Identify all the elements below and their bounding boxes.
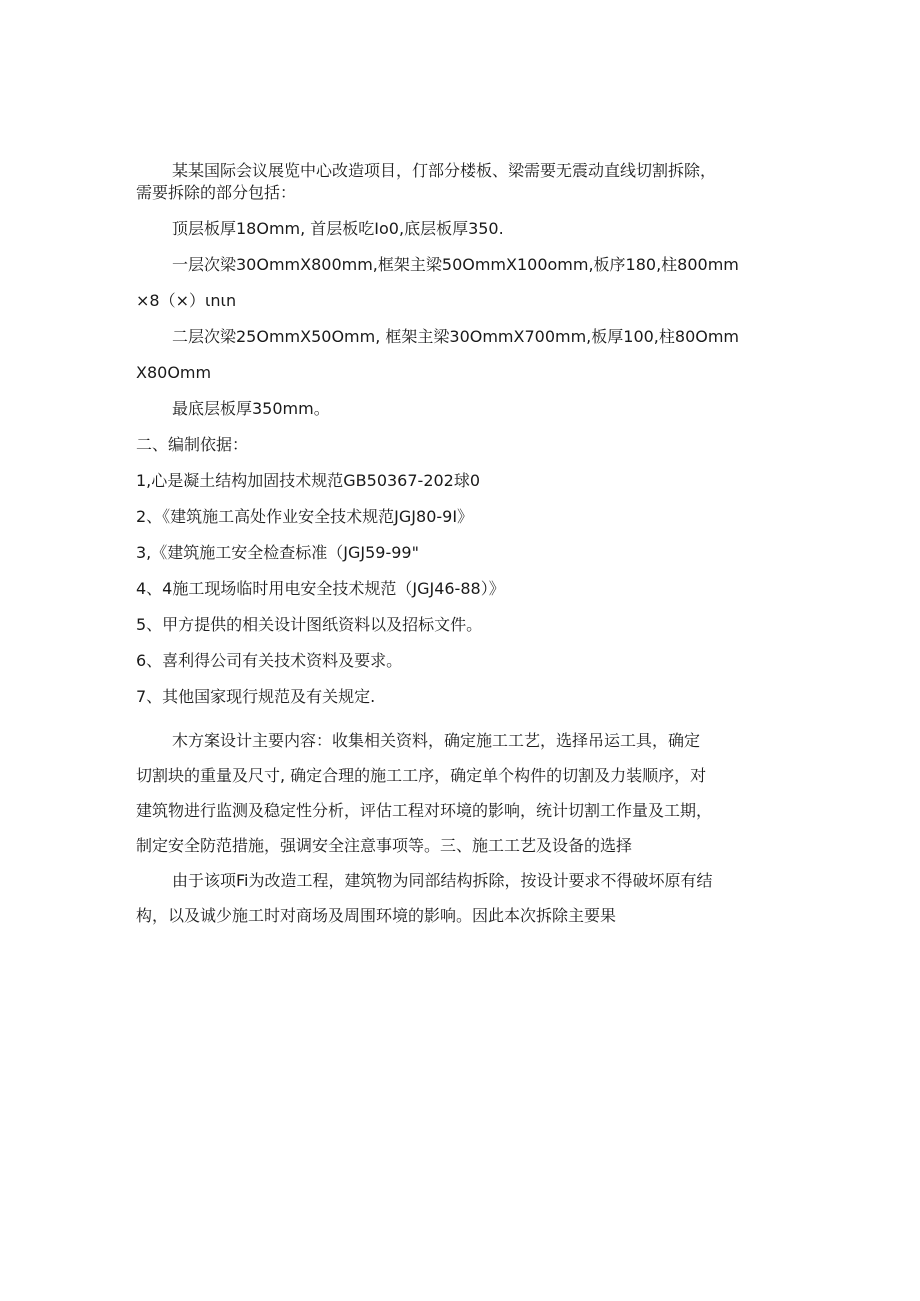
design-line-2: 切割块的重量及尺寸, 确定合理的施工工序，确定单个构件的切割及力装顺序，对 (136, 766, 707, 785)
spec-first-floor-cont: ×8（×）ιnιn (136, 291, 237, 310)
spec-first-floor: 一层次梁30OmmX800mm,框架主梁50OmmX100omm,板序180,柱800mm (172, 255, 739, 274)
closing-paragraph (136, 863, 796, 933)
basis-item-4: 4、4施工现场临时用电安全技术规范（JGJ46-88）》 (136, 579, 505, 598)
closing-line-1: 由于该项Fi为改造工程，建筑物为同部结构拆除，按设计要求不得破坏原有结 (172, 871, 713, 890)
basis-item-7: 7、其他国家现行规范及有关规定. (136, 687, 376, 706)
design-paragraph (136, 723, 796, 863)
intro-line-1: 某某国际会议展览中心改造项目，仃部分楼板、梁需要无震动直线切割拆除， (172, 161, 717, 180)
spec-bottom-floor: 最底层板厚350mm。 (172, 399, 330, 418)
spec-top-floor: 顶层板厚18Omm, 首层板吃Io0,底层板厚350. (172, 219, 504, 238)
spec-second-floor: 二层次梁25OmmX50Omm, 框架主梁30OmmX700mm,板厚100,柱80Omm (172, 327, 740, 346)
section-heading-basis: 二、编制依据： (136, 435, 249, 454)
intro-line-2: 需要拆除的部分包括： (136, 183, 297, 202)
basis-item-2: 2、《建筑施工高处作业安全技术规范JGJ80-9I》 (136, 507, 474, 526)
basis-item-1: 1,心是凝土结构加固技术规范GB50367-202球0 (136, 471, 481, 490)
closing-line-2: 构，以及诚少施工时对商场及周围环境的影响。因此本次拆除主要果 (136, 906, 617, 925)
spec-second-floor-cont: X80Omm (136, 363, 212, 382)
basis-item-5: 5、甲方提供的相关设计图纸资料以及招标文件。 (136, 615, 483, 634)
design-line-4: 制定安全防范措施，强调安全注意事项等。三、施工工艺及设备的选择 (136, 836, 633, 855)
basis-item-3: 3,《建筑施工安全检查标准（JGJ59-99" (136, 543, 419, 562)
design-line-3: 建筑物进行监测及稳定性分析，评估工程对环境的影响，统计切割工作量及工期， (136, 801, 713, 820)
basis-item-6: 6、喜利得公司有关技术资料及要求。 (136, 651, 403, 670)
document-body (136, 160, 796, 933)
design-line-1: 木方案设计主要内容：收集相关资料，确定施工工艺，选择吊运工具，确定 (172, 731, 701, 750)
